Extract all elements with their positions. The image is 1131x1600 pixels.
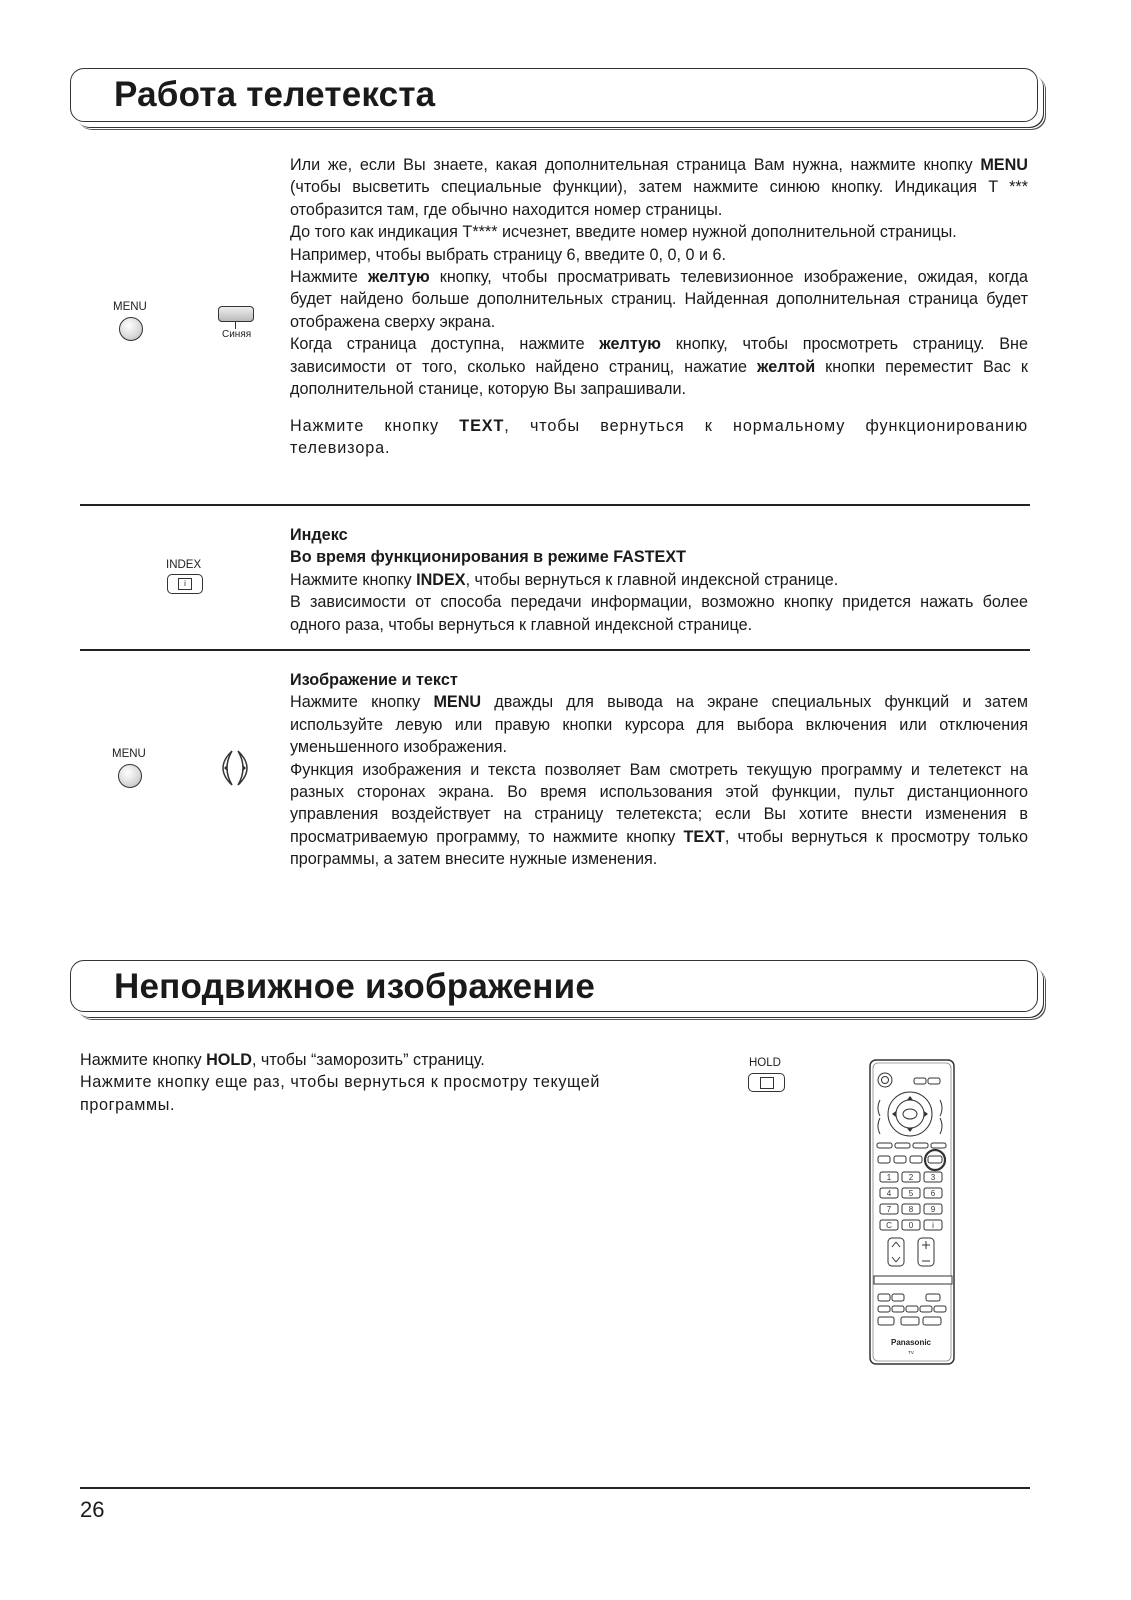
text-run: , чтобы вернуться к нормальному функционированию телевизора. xyxy=(290,416,1028,458)
menu-button-label: MENU xyxy=(113,301,147,313)
text-run: кнопки переместит Вас к дополнительной станице, которую Вы запрашивали. xyxy=(290,357,1029,399)
remote-key-label: 5 xyxy=(908,1189,914,1198)
text-run: Нажмите кнопку xyxy=(290,416,460,435)
text-run: Нажмите кнопку xyxy=(80,1051,207,1069)
index-heading xyxy=(290,524,1028,546)
remote-key-label: 8 xyxy=(908,1205,914,1214)
text-run: , чтобы вернуться к просмотру только программы, а затем внесите нужные изменения. xyxy=(290,827,1028,869)
remote-sub: TV xyxy=(908,1350,914,1355)
remote-key-label: 0 xyxy=(908,1221,914,1230)
remote-key-label: 4 xyxy=(886,1189,892,1198)
paragraph xyxy=(290,154,1028,221)
remote-brand: Panasonic xyxy=(890,1338,932,1347)
bold-text: INDEX xyxy=(416,570,466,589)
paragraph: До того как индикация T**** исчезнет, введите номер нужной дополнительной страницы. xyxy=(290,223,957,242)
index-button-label: INDEX xyxy=(166,559,202,571)
picture-and-text-text xyxy=(290,669,1028,871)
paragraph xyxy=(290,266,1028,333)
index-button-icon: i xyxy=(167,574,203,594)
text-run: кнопку, чтобы просмотреть страницу. Вне зависимости от того, сколько найдено страниц, нажатие xyxy=(290,335,1028,376)
hold-text xyxy=(80,1049,600,1116)
paragraph: Например, чтобы выбрать страницу 6, введите 0, 0, 0 и 6. xyxy=(290,245,726,264)
fastext-heading xyxy=(290,546,1028,568)
divider xyxy=(80,649,1030,651)
page-number: 26 xyxy=(80,1497,105,1522)
bold-text: желтую xyxy=(367,268,430,287)
text-run: (чтобы высветить специальные функции), затем нажмите синюю кнопку. Индикация T *** отобразится там, где обычно находится номер страницы. xyxy=(290,178,1028,219)
menu-button-icon xyxy=(118,764,142,788)
bold-text: MENU xyxy=(433,693,482,712)
text-run: , чтобы вернуться к главной индексной странице. xyxy=(465,570,839,589)
bold-text: желтой xyxy=(757,357,816,376)
remote-control-drawing xyxy=(868,1058,958,1368)
bold-text: желтую xyxy=(599,335,661,354)
text-run: Нажмите xyxy=(290,268,368,287)
section-title-freeze: Неподвижное изображение xyxy=(114,967,595,1006)
text-run: кнопку, чтобы просматривать телевизионное изображение, ожидая, когда будет найдено больше дополнительных страниц. Найденная дополнительная страница будет отображена сверху экрана. xyxy=(290,268,1028,331)
menu-button-label: MENU xyxy=(112,748,146,760)
paragraph xyxy=(290,415,1028,460)
remote-key-label: 3 xyxy=(930,1173,936,1182)
remote-control xyxy=(868,1058,958,1373)
bold-text: TEXT xyxy=(683,827,725,846)
paragraph xyxy=(290,691,1028,758)
paragraph xyxy=(290,569,1028,591)
remote-key-label: 7 xyxy=(886,1205,892,1214)
cursor-left-right-icon xyxy=(212,748,258,788)
paragraph: В зависимости от способа передачи информации, возможно кнопку придется нажать более одного раза, чтобы вернуться к главной индексной странице. xyxy=(290,593,1028,634)
remote-key-label: 6 xyxy=(930,1189,936,1198)
bold-text: TEXT xyxy=(459,416,505,435)
bold-text: MENU xyxy=(980,156,1028,174)
text-run: Нажмите кнопку xyxy=(290,570,417,589)
menu-button-icon xyxy=(119,317,143,341)
footer-divider xyxy=(80,1487,1030,1489)
text-run: , чтобы “заморозить” страницу. xyxy=(251,1051,485,1069)
hold-button-label: HOLD xyxy=(749,1057,781,1069)
teletext-subpage-text xyxy=(290,154,1028,460)
blue-button-label: Синяя xyxy=(222,329,252,340)
bold-text: Изображение и текст xyxy=(290,671,458,689)
index-text xyxy=(290,524,1028,636)
paragraph xyxy=(290,759,1028,871)
bold-text: HOLD xyxy=(206,1051,252,1069)
section-title-teletext: Работа телетекста xyxy=(114,75,436,114)
picture-text-heading xyxy=(290,669,1028,691)
paragraph: Нажмите кнопку еще раз, чтобы вернуться к просмотру текущей программы. xyxy=(80,1073,600,1114)
section-title-box-freeze xyxy=(70,960,1038,1012)
remote-key-label: C xyxy=(886,1221,892,1230)
text-run: Когда страница доступна, нажмите xyxy=(290,335,600,354)
remote-key-label: i xyxy=(932,1221,934,1230)
text-run: Или же, если Вы знаете, какая дополнительная страница Вам нужна, нажмите кнопку xyxy=(290,156,981,174)
section-title-box-teletext xyxy=(70,68,1038,122)
remote-key-label: 2 xyxy=(908,1173,914,1182)
text-run: Нажмите кнопку xyxy=(290,693,434,712)
text-run: Функция изображения и текста позволяет Вам смотреть текущую программу и телетекст на разных сторонах экрана. Во время использования этой функции, пульт дистанционного управления воздействует на страницу телетекста; если Вы хотите внести изменения в просматриваемую программу, то нажмите кнопку xyxy=(290,760,1028,846)
remote-key-label: 9 xyxy=(930,1205,936,1214)
divider xyxy=(80,504,1030,506)
text-run: дважды для вывода на экране специальных функций и затем используйте левую или правую кнопки курсора для выбора включения или отключения уменьшенного изображения. xyxy=(290,693,1028,757)
paragraph xyxy=(80,1049,600,1071)
paragraph xyxy=(290,333,1028,400)
bold-text: Во время функционирования в режиме FASTEXT xyxy=(290,548,687,567)
hold-button-icon xyxy=(748,1073,785,1092)
bold-text: Индекс xyxy=(290,526,348,544)
blue-button-icon xyxy=(218,306,254,322)
remote-key-label: 1 xyxy=(886,1173,892,1182)
